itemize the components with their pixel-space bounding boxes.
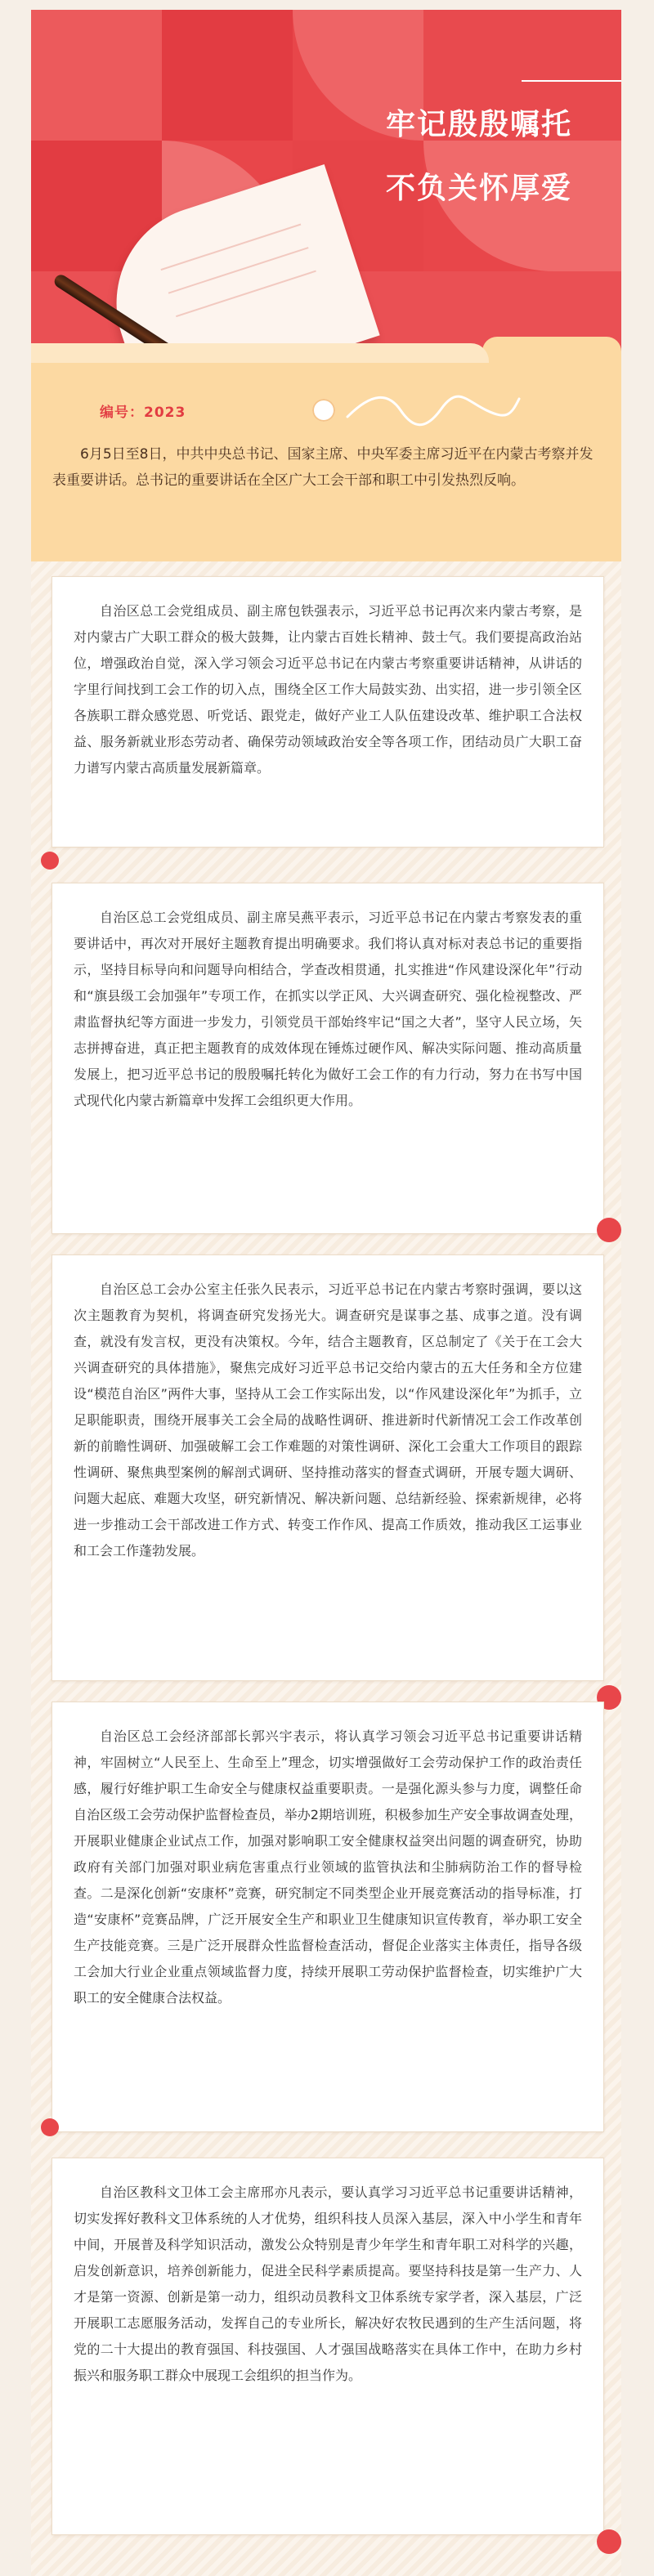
folder-inner-tab xyxy=(31,343,489,363)
article-text: 自治区教科文卫体工会主席邢亦凡表示，要认真学习习近平总书记重要讲话精神，切实发挥好教科文卫体系统的人才优势，组织科技人员深入基层，深入中小学生和青年中间，开展普及科学知识活动，激发公众特别是青少年学生和青年职工对科学的兴趣，启发创新意识，培养创新能力，促进全民科学素质提高。要坚持科技是第一生产力、人才是第一资源、创新是第一动力，组织动员教科文卫体系统专家学者，深入基层，广泛开展职工志愿服务活动，发挥自己的专业所长，解决好农牧民遇到的生产生活问题，将党的二十大提出的教育强国、科技强国、人才强国战略落实在具体工作中，在助力乡村振兴和服务职工群众中展现工会组织的担当作为。 xyxy=(74,2185,582,2383)
article-card xyxy=(52,1254,604,1681)
lead-paragraph: 6月5日至8日，中共中央总书记、国家主席、中央军委主席习近平在内蒙古考察并发表重要讲话。总书记的重要讲话在全区广大工会干部和职工中引发热烈反响。 xyxy=(52,446,594,489)
paper-line xyxy=(160,224,301,271)
decor-dot xyxy=(597,1218,621,1242)
decor-dot xyxy=(41,852,59,870)
decor-dot xyxy=(41,2118,59,2136)
article-text: 自治区总工会办公室主任张久民表示，习近平总书记在内蒙古考察时强调，要以这次主题教育为契机，将调查研究发扬光大。调查研究是谋事之基、成事之道。没有调查，就没有发言权，更没有决策权。今年，结合主题教育，区总制定了《关于在工会大兴调查研究的具体措施》，聚焦完成好习近平总书记交给内蒙古的五大任务和全方位建设“模范自治区”两件大事，坚持从工会工作实际出发，以“作风建设深化年”为抓手，立足职能职责，围绕开展事关工会全局的战略性调研、推进新时代新情况工会工作改革创新的前瞻性调研、加强破解工会工作难题的对策性调研、深化工会重大工作项目的跟踪性调研、聚焦典型案例的解剖式调研、坚持推动落实的督查式调研，开展专题大调研、问题大起底、难题大攻坚，研究新情况、解决新问题、总结新经验、探索新规律，必将进一步推动工会干部改进工作方式、转变工作作风、提高工作质效，推动我区工运事业和工会工作蓬勃发展。 xyxy=(74,1281,582,1559)
article-card xyxy=(52,883,604,1234)
article-card xyxy=(52,1702,604,2132)
banner-tile xyxy=(31,10,162,141)
squiggle-decoration xyxy=(343,384,523,433)
article-text: 自治区总工会党组成员、副主席包铁强表示，习近平总书记再次来内蒙古考察，是对内蒙古广大职工群众的极大鼓舞，让内蒙古百姓长精神、鼓士气。我们要提高政治站位，增强政治自觉，深入学习领会习近平总书记在内蒙古考察重要讲话精神，从讲话的字里行间找到工会工作的切入点，围绕全区工作大局鼓实劲、出实招，进一步引领全区各族职工群众感党恩、听党话、跟党走，做好产业工人队伍建设改革、维护职工合法权益、服务新就业形态劳动者、确保劳动领域政治安全等各项工作，团结动员广大职工奋力谱写内蒙古高质量发展新篇章。 xyxy=(74,603,582,776)
document-number: 编号：2023 xyxy=(100,405,186,421)
paper-line xyxy=(168,247,309,294)
banner-tile xyxy=(162,10,293,141)
article-text: 自治区总工会经济部部长郭兴宇表示，将认真学习领会习近平总书记重要讲话精神，牢固树立“人民至上、生命至上”理念，切实增强做好工会劳动保护工作的政治责任感，履行好维护职工生命安全与健康权益重要职责。一是强化源头参与力度，调整任命自治区级工会劳动保护监督检查员，举办2期培训班，积极参加生产安全事故调查处理，开展职业健康企业试点工作，加强对影响职工安全健康权益突出问题的调查研究，协助政府有关部门加强对职业病危害重点行业领域的监管执法和尘肺病防治工作的督导检查。二是深化创新“安康杯”竞赛，研究制定不同类型企业开展竞赛活动的指导标准，打造“安康杯”竞赛品牌，广泛开展安全生产和职业卫生健康知识宣传教育，举办职工安全生产技能竞赛。三是广泛开展群众性监督检查活动，督促企业落实主体责任，指导各级工会加大行业企业重点领域监督力度，持续开展职工劳动保护监督检查，切实维护广大职工的安全健康合法权益。 xyxy=(74,1729,582,2006)
title-divider xyxy=(522,80,621,82)
article-card xyxy=(52,576,604,847)
page-title-line1: 牢记殷殷嘱托 xyxy=(385,108,572,141)
article-text: 自治区总工会党组成员、副主席吴燕平表示，习近平总书记在内蒙古考察发表的重要讲话中，再次对开展好主题教育提出明确要求。我们将认真对标对表总书记的重要指示，坚持目标导向和问题导向相结合，学查改相贯通，扎实推进“作风建设深化年”行动和“旗县级工会加强年”专项工作，在抓实以学正风、大兴调查研究、强化检视整改、严肃监督执纪等方面进一步发力，引领党员干部始终牢记“国之大者”，坚守人民立场，矢志拼搏奋进，真正把主题教育的成效体现在锤炼过硬作风、解决实际问题、推动高质量发展上，把习近平总书记的殷殷嘱托转化为做好工会工作的有力行动，努力在书写中国式现代化内蒙古新篇章中发挥工会组织更大作用。 xyxy=(74,910,582,1108)
paper-line xyxy=(176,271,316,318)
header-banner xyxy=(31,10,621,353)
article-card xyxy=(52,2158,604,2535)
decor-dot xyxy=(597,2529,621,2554)
folder-dot-icon xyxy=(312,399,335,422)
page-title-line2: 不负关怀厚爱 xyxy=(385,172,572,205)
